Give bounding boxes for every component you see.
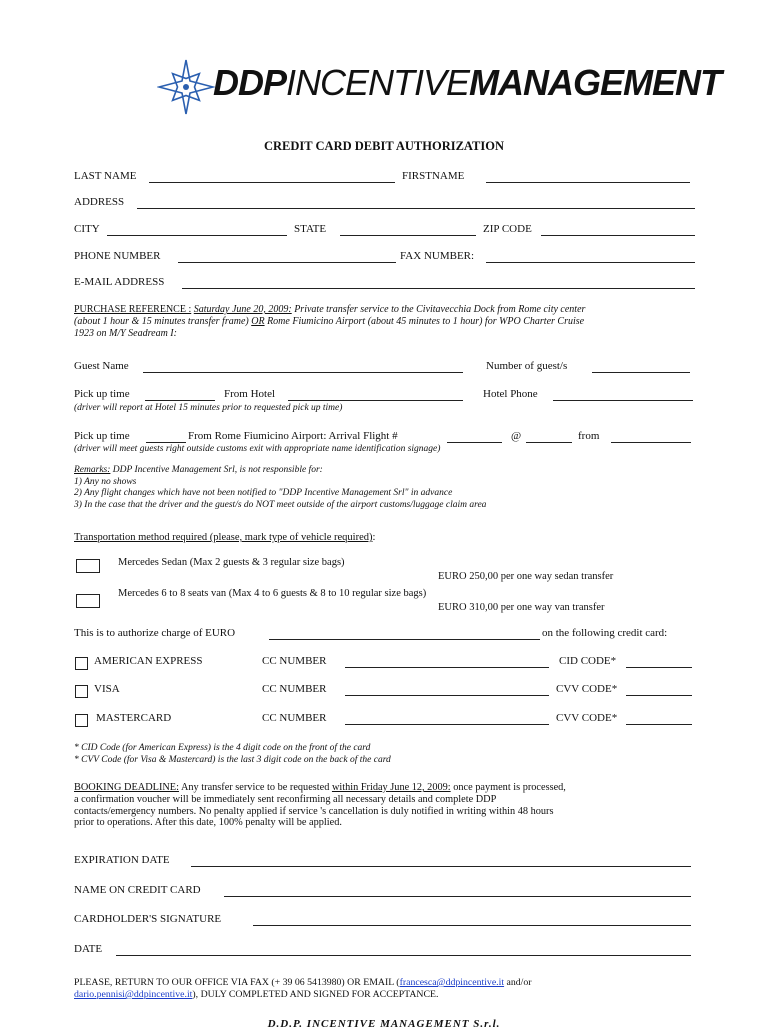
airport-note: (driver will meet guests right outside customs exit with appropriate name identification signage) <box>74 444 441 454</box>
visa-code-field[interactable] <box>626 695 692 696</box>
num-guests-field[interactable] <box>592 372 690 373</box>
mastercard-code-field[interactable] <box>626 724 692 725</box>
van-checkbox[interactable] <box>76 594 100 608</box>
authorize-amount-field[interactable] <box>269 639 540 640</box>
logo-management: MANAGEMENT <box>469 62 722 103</box>
sedan-label: Mercedes Sedan (Max 2 guests & 3 regular size bags) <box>118 557 345 568</box>
address-label: ADDRESS <box>74 196 125 208</box>
phone-label: PHONE NUMBER <box>74 250 161 262</box>
from-airport-label: From Rome Fiumicino Airport: Arrival Flight # <box>188 430 398 442</box>
num-guests-label: Number of guest/s <box>486 360 568 372</box>
last-name-label: LAST NAME <box>74 170 137 182</box>
phone-field[interactable] <box>178 262 396 263</box>
pickup-time2-field[interactable] <box>146 442 186 443</box>
purchase-text1: Private transfer service to the Civitavecchia Dock from Rome city center <box>291 304 586 315</box>
page-title: CREDIT CARD DEBIT AUTHORIZATION <box>264 139 504 153</box>
state-field[interactable] <box>340 235 476 236</box>
booking-line3: contacts/emergency numbers. No penalty applied if service 's cancellation is duly notified in writing within 48 hours <box>74 805 554 817</box>
purchase-text2a: (about 1 hour & 15 minutes transfer frame) <box>74 316 249 327</box>
van-label: Mercedes 6 to 8 seats van (Max 4 to 6 guests & 8 to 10 regular size bags) <box>118 588 427 599</box>
guest-name-label: Guest Name <box>74 360 129 372</box>
hotel-phone-label: Hotel Phone <box>483 388 538 400</box>
footer-company: D.D.P. INCENTIVE MANAGEMENT S.r.l. <box>267 1018 501 1030</box>
visa-label: VISA <box>94 683 120 695</box>
code-notes <box>74 743 391 766</box>
logo-ddp: DDP <box>213 62 287 103</box>
expiration-date-field[interactable] <box>191 866 691 867</box>
remarks-item-3: 3) In the case that the driver and the guest/s do NOT meet outside of the airport customs/luggage claim area <box>74 499 487 510</box>
signature-field[interactable] <box>253 925 691 926</box>
return-t3: ), DULY COMPLETED AND SIGNED FOR ACCEPTANCE. <box>192 989 439 1000</box>
guest-name-field[interactable] <box>143 372 463 373</box>
address-field[interactable] <box>137 208 695 209</box>
fax-field[interactable] <box>486 262 695 263</box>
transport-label: Transportation method required (please, mark type of vehicle required) <box>74 532 373 543</box>
authorize-suffix: on the following credit card: <box>542 627 668 639</box>
signature-label: CARDHOLDER'S SIGNATURE <box>74 913 222 925</box>
name-on-card-label: NAME ON CREDIT CARD <box>74 884 201 896</box>
purchase-or: OR <box>251 316 265 327</box>
email-link-dario[interactable]: dario.pennisi@ddpincentive.it <box>74 989 193 1000</box>
zip-field[interactable] <box>541 235 695 236</box>
star-icon <box>157 58 215 116</box>
mastercard-cc-label: CC NUMBER <box>262 712 327 724</box>
remarks-item-1: 1) Any no shows <box>74 476 137 487</box>
booking-within: within Friday June 12, 2009: <box>331 782 451 793</box>
name-on-card-field[interactable] <box>224 896 691 897</box>
from-field[interactable] <box>611 442 691 443</box>
visa-cc-field[interactable] <box>345 695 549 696</box>
flight-field[interactable] <box>447 442 502 443</box>
van-price: EURO 310,00 per one way van transfer <box>438 602 605 613</box>
mastercard-checkbox[interactable] <box>75 714 88 727</box>
transport-colon: : <box>372 532 376 543</box>
amex-code-label: CID CODE* <box>559 655 617 667</box>
booking-line2: a confirmation voucher will be immediately sent reconfirming all necessary details and complete DDP <box>74 793 497 805</box>
hotel-phone-field[interactable] <box>553 400 693 401</box>
expiration-date-label: EXPIRATION DATE <box>74 854 170 866</box>
booking-line4: prior to operations. After this date, 100% penalty will be applied. <box>74 817 342 829</box>
purchase-text3: 1923 on M/Y Seadream I: <box>74 328 177 339</box>
state-label: STATE <box>294 223 327 235</box>
return-t1: PLEASE, RETURN TO OUR OFFICE VIA FAX (+ 39 06 5413980) OR EMAIL ( <box>74 977 400 988</box>
authorize-prefix: This is to authorize charge of EURO <box>74 627 236 639</box>
booking-t1: Any transfer service to be requested <box>178 782 332 793</box>
email-label: E-MAIL ADDRESS <box>74 276 165 288</box>
amex-checkbox[interactable] <box>75 657 88 670</box>
remarks-label: Remarks: <box>74 465 111 475</box>
logo-incentive: INCENTIVE <box>286 62 470 103</box>
pickup-time-label: Pick up time <box>74 388 130 400</box>
sedan-price: EURO 250,00 per one way sedan transfer <box>438 571 614 582</box>
from-hotel-label: From Hotel <box>224 388 276 400</box>
arrival-time-field[interactable] <box>526 442 572 443</box>
amex-cc-field[interactable] <box>345 667 549 668</box>
booking-t2: once payment is processed, <box>450 782 566 793</box>
visa-checkbox[interactable] <box>75 685 88 698</box>
purchase-label: PURCHASE REFERENCE : <box>74 304 192 315</box>
hotel-note: (driver will report at Hotel 15 minutes prior to requested pick up time) <box>74 403 343 413</box>
amex-code-field[interactable] <box>626 667 692 668</box>
date-field[interactable] <box>116 955 691 956</box>
return-instructions <box>74 977 696 1001</box>
amex-cc-label: CC NUMBER <box>262 655 327 667</box>
date-label: DATE <box>74 943 103 955</box>
city-label: CITY <box>74 223 100 235</box>
email-link-francesca[interactable]: francesca@ddpincentive.it <box>399 977 505 988</box>
fax-label: FAX NUMBER: <box>400 250 475 262</box>
remarks <box>74 465 486 511</box>
zip-label: ZIP CODE <box>483 223 532 235</box>
from-hotel-field[interactable] <box>288 400 463 401</box>
purchase-date: Saturday June 20, 2009: <box>193 304 292 315</box>
booking-label: BOOKING DEADLINE: <box>74 782 179 793</box>
from-label: from <box>578 430 600 442</box>
return-t2: and/or <box>504 977 532 988</box>
purchase-text2b: Rome Fiumicino Airport (about 45 minutes to 1 hour) for WPO Charter Cruise <box>264 316 585 327</box>
city-field[interactable] <box>107 235 287 236</box>
mastercard-label: MASTERCARD <box>96 712 172 724</box>
mastercard-cc-field[interactable] <box>345 724 549 725</box>
code-note-cvv: * CVV Code (for Visa & Mastercard) is the last 3 digit code on the back of the card <box>74 754 391 765</box>
code-note-cid: * CID Code (for American Express) is the 4 digit code on the front of the card <box>74 743 371 753</box>
pickup-time-field[interactable] <box>145 400 215 401</box>
first-name-label: FIRSTNAME <box>402 170 465 182</box>
purchase-reference <box>74 304 696 340</box>
last-name-field[interactable] <box>149 182 395 183</box>
visa-cc-label: CC NUMBER <box>262 683 327 695</box>
remarks-item-2: 2) Any flight changes which have not been notified to "DDP Incentive Management Srl" in advance <box>74 488 453 498</box>
remarks-intro: DDP Incentive Management Srl, is not responsible for: <box>110 465 323 475</box>
amex-label: AMERICAN EXPRESS <box>94 655 203 667</box>
visa-code-label: CVV CODE* <box>556 683 618 695</box>
email-field[interactable] <box>182 288 695 289</box>
mastercard-code-label: CVV CODE* <box>556 712 618 724</box>
transport-heading <box>74 532 375 543</box>
booking-deadline <box>74 782 696 829</box>
at-label: @ <box>511 430 522 442</box>
sedan-checkbox[interactable] <box>76 559 100 573</box>
first-name-field[interactable] <box>486 182 690 183</box>
pickup-time2-label: Pick up time <box>74 430 130 442</box>
